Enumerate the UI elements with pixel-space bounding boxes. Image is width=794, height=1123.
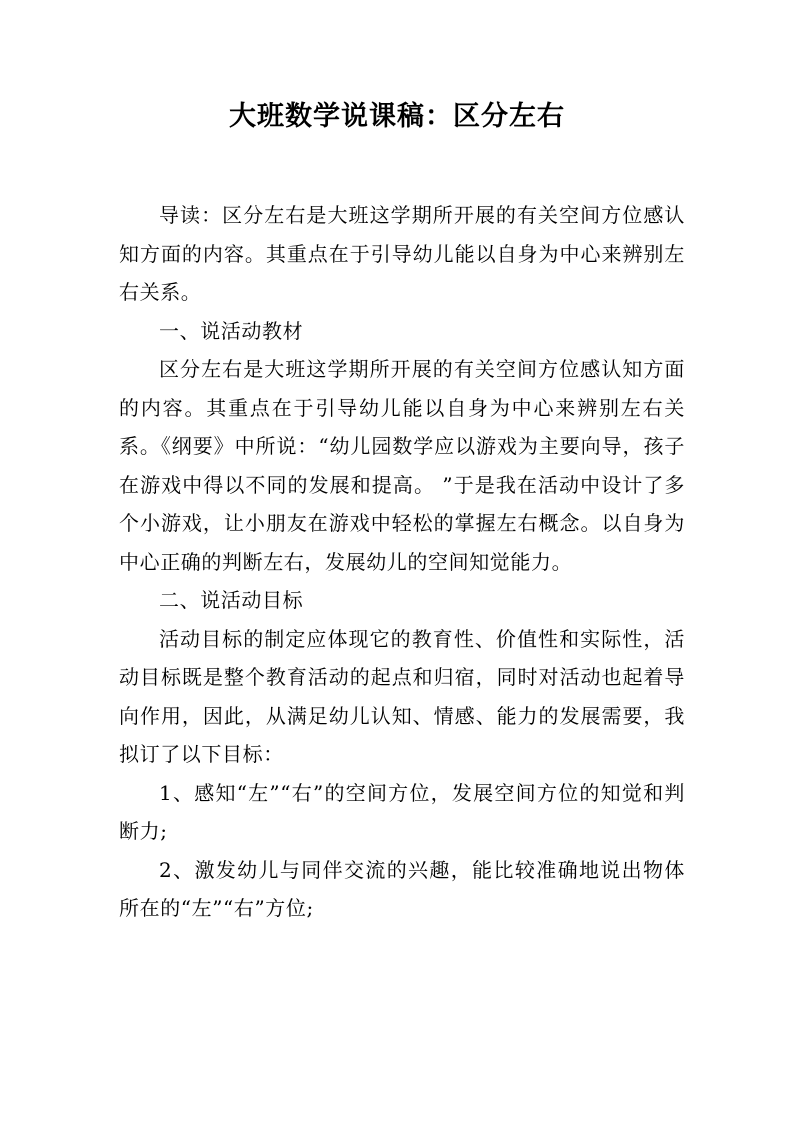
document-body xyxy=(119,196,685,928)
goal-item-2: 2、激发幼儿与同伴交流的兴趣，能比较准确地说出物体所在的“左”“右”方位; xyxy=(119,857,685,920)
activity-goals-paragraph: 活动目标的制定应体现它的教育性、价值性和实际性，活动目标既是整个教育活动的起点和归宿，同时对活动也起着导向作用，因此，从满足幼儿认知、情感、能力的发展需要，我拟订了以下目标： xyxy=(119,626,685,766)
section-heading-teaching-material: 一、说活动教材 xyxy=(159,318,304,343)
intro-paragraph: 导读：区分左右是大班这学期所开展的有关空间方位感认知方面的内容。其重点在于引导幼儿能以自身为中心来辨别左右关系。 xyxy=(119,203,685,304)
goal-item-1: 1、感知“左”“右”的空间方位，发展空间方位的知觉和判断力; xyxy=(119,780,685,843)
section-heading-activity-goals: 二、说活动目标 xyxy=(159,588,304,612)
teaching-material-paragraph: 区分左右是大班这学期所开展的有关空间方位感认知方面的内容。其重点在于引导幼儿能以自身为中心来辨别左右关系。《纲要》中所说：“幼儿园数学应以游戏为主要向导，孩子在游戏中得以不同的发展和提高。 ”于是我在活动中设计了多个小游戏，让小朋友在游戏中轻松的掌握左右概念。以自身为中心正确的判断左右，发展幼儿的空间知觉能力。 xyxy=(119,357,685,574)
document-title: 大班数学说课稿：区分左右 xyxy=(229,101,565,132)
